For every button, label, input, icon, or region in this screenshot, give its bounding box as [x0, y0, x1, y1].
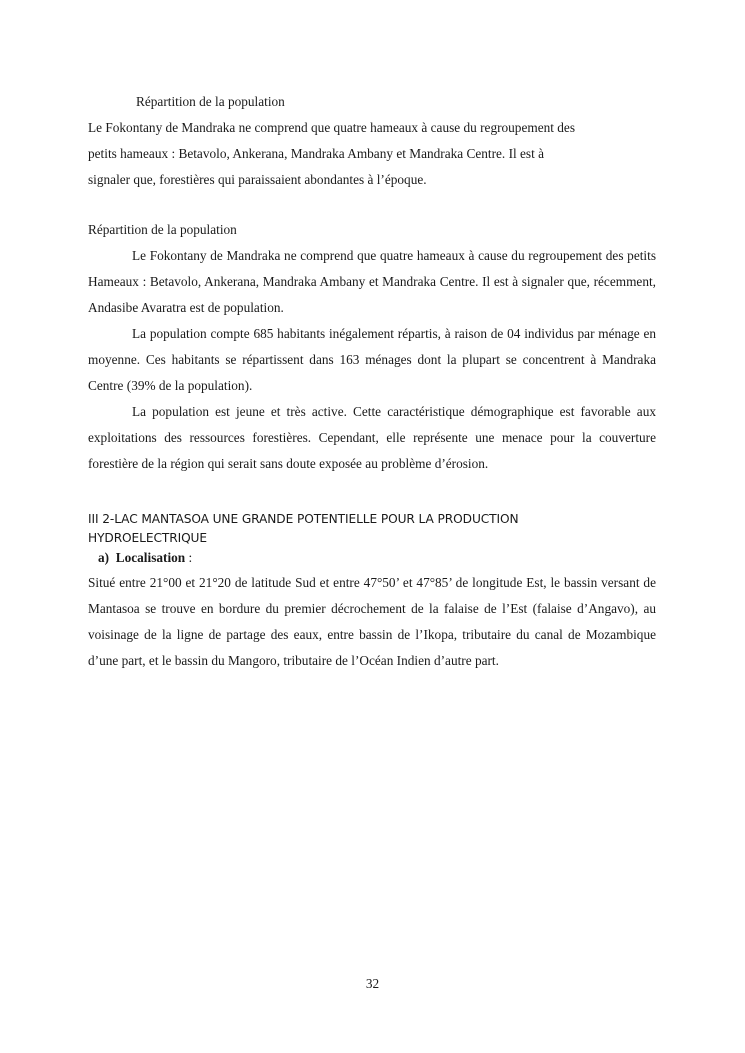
section-1-line-3: signaler que, forestières qui paraissaient abondantes à l’époque. [88, 172, 427, 187]
section-3-heading: III 2-LAC MANTASOA UNE GRANDE POTENTIELLE POUR LA PRODUCTION HYDROELECTRIQUE [88, 512, 519, 545]
subheading-colon: : [185, 550, 193, 565]
page-number: 32 [365, 976, 380, 991]
section-2 [88, 217, 656, 477]
section-2-paragraph-1: Le Fokontany de Mandraka ne comprend que quatre hameaux à cause du regroupement des petits Hameaux : Betavolo, Ankerana, Mandraka Ambany et Mandraka Centre. Il est à signaler que, récemment, Andasibe Avaratra est de population. [88, 248, 656, 315]
section-3 [88, 510, 656, 674]
section-2-paragraph-3: La population est jeune et très active. Cette caractéristique démographique est favorable aux exploitations des ressources forestières. Cependant, elle représente une menace pour la couverture forestière de la région qui serait sans doute exposée au problème d’érosion. [88, 404, 656, 471]
section-1-line-1: Le Fokontany de Mandraka ne comprend que quatre hameaux à cause du regroupement des [88, 120, 575, 135]
section-1 [88, 89, 656, 193]
section-2-paragraph-2: La population compte 685 habitants inégalement répartis, à raison de 04 individus par ménage en moyenne. Ces habitants se répartissent dans 163 ménages dont la plupart se concentrent à Mandraka Centre (39% de la population). [88, 326, 656, 393]
section-3-paragraph: Situé entre 21°00 et 21°20 de latitude Sud et entre 47°50’ et 47°85’ de longitude Est, le bassin versant de Mantasoa se trouve en bordure du premier décrochement de la falaise de l’Est (falaise d’Angavo), au voisinage de la ligne de partage des eaux, entre bassin de l’Ikopa, tributaire du canal de Mozambique d’une part, et le bassin du Mangoro, tributaire de l’Océan Indien d’autre part. [88, 575, 656, 668]
subheading-title: Localisation [115, 550, 186, 565]
section-2-title: Répartition de la population [88, 222, 237, 237]
section-1-title: Répartition de la population [136, 94, 285, 109]
section-1-line-2: petits hameaux : Betavolo, Ankerana, Mandraka Ambany et Mandraka Centre. Il est à [88, 146, 545, 161]
subheading-marker: a) [98, 550, 110, 565]
localisation-subheading [88, 548, 656, 567]
